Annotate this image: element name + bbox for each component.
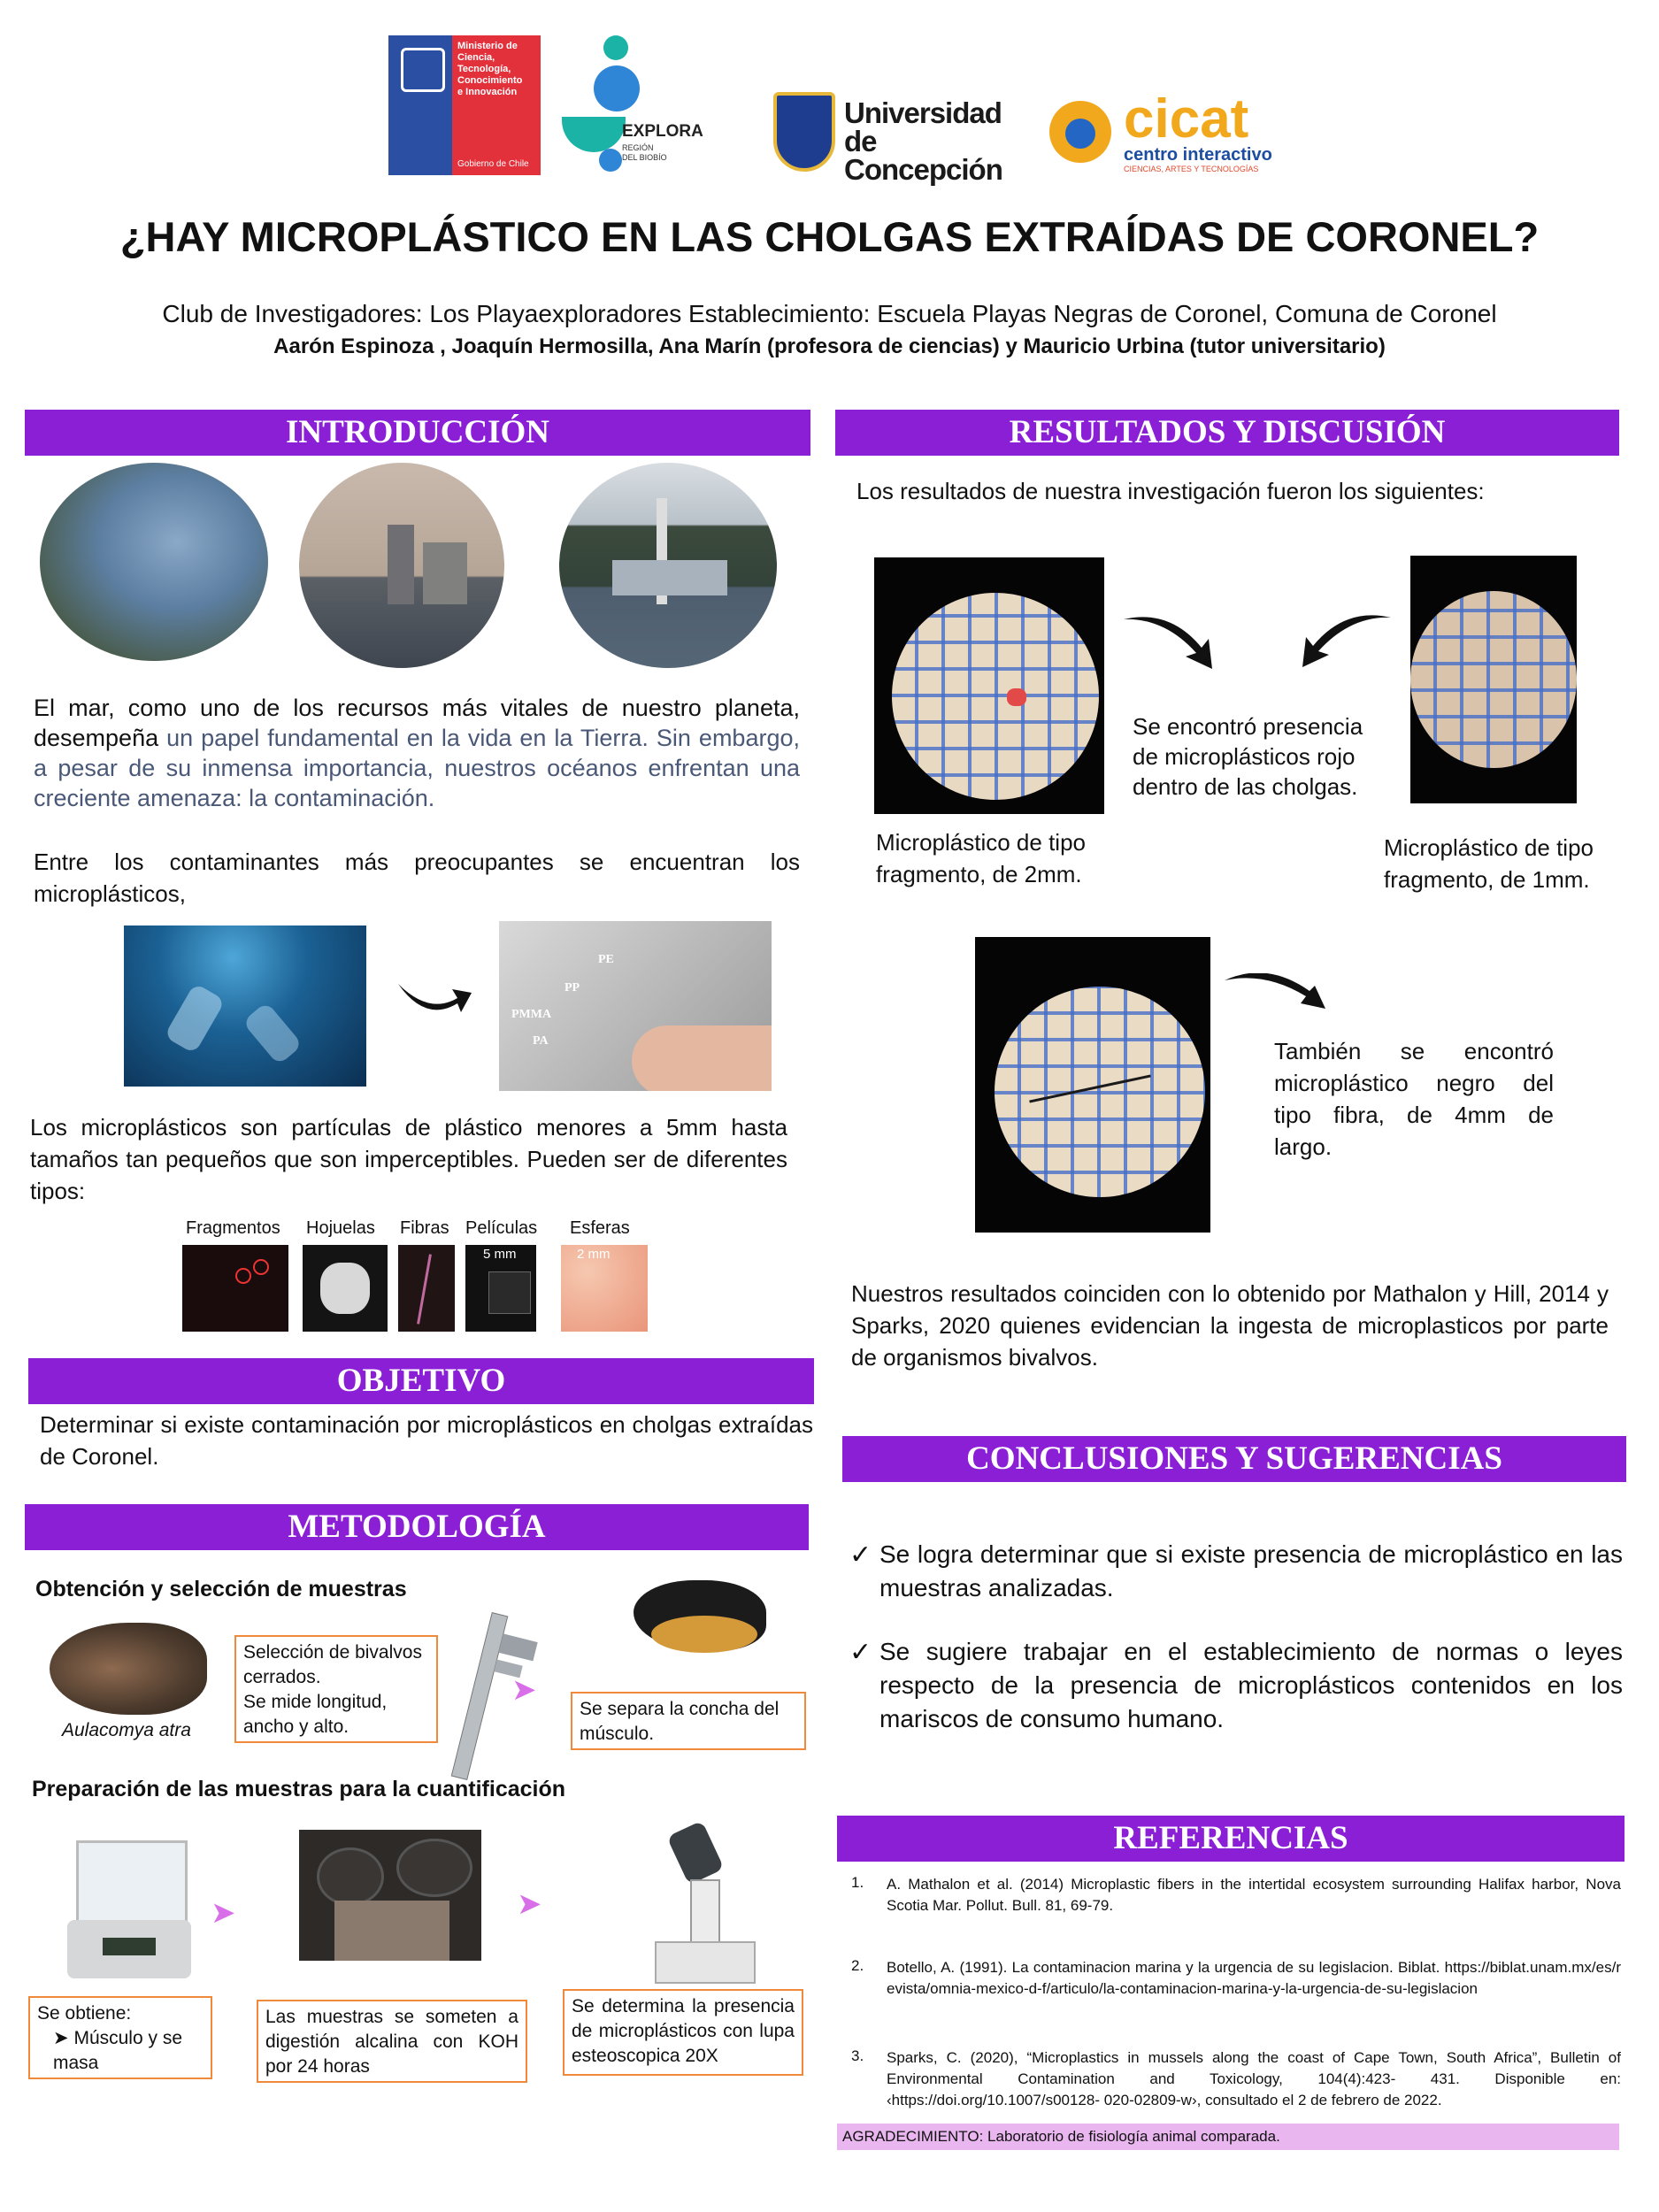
resultados-intro: Los resultados de nuestra investigación fueron los siguientes: (856, 478, 1485, 504)
objetivo-text: Determinar si existe contaminación por microplásticos en cholgas extraídas de Coronel. (40, 1411, 813, 1470)
conclusion-item-1: Se logra determinar que si existe presencia de microplástico en las muestras analizadas. (879, 1540, 1623, 1601)
arrow-right-icon: ➤ (211, 1896, 236, 1930)
industry-photo (299, 463, 504, 668)
intro-paragraph-2: Entre los contaminantes más preocupantes se encuentran los microplásticos, (34, 849, 800, 907)
microplastic-types-figure: Fragmentos Hojuelas Fibras Películas Esferas 5 mm 5 mm 2 mm (180, 1218, 649, 1333)
harbor-photo (40, 463, 268, 661)
method-box-4: Las muestras se someten a digestión alcalina con KOH por 24 horas (257, 2000, 527, 2083)
mussel-photo (50, 1623, 207, 1715)
ocean-bottles-photo (124, 926, 366, 1087)
balance-photo (67, 1832, 191, 1982)
method-box-5: Se determina la presencia de microplásticos con lupa esteoscopica 20X (563, 1989, 803, 2076)
microplastic-finger-photo: PE PP PMMA PA (499, 921, 772, 1091)
microscope-image-1 (874, 557, 1104, 814)
microscope-image-3 (975, 937, 1210, 1233)
resultados-discussion: Nuestros resultados coinciden con lo obtenido por Mathalon y Hill, 2014 y Sparks, 2020 quienes evidencian la ingesta de microplasticos por parte de organismos bivalvos. (851, 1280, 1609, 1371)
resultados-center-text: Se encontró presencia de microplásticos rojo dentro de las cholgas. (1133, 713, 1363, 800)
species-label: Aulacomya atra (62, 1720, 191, 1740)
reference-item-1: A. Mathalon et al. (2014) Microplastic fibers in the intertidal ecosystem surrounding Halifax harbor, Nova Scotia Mar. Pollut. Bull. 81, 69-79. (887, 1876, 1621, 1914)
agradecimiento-bar: AGRADECIMIENTO: Laboratorio de fisiología animal comparada. (837, 2124, 1619, 2150)
conclusiones-header: CONCLUSIONES Y SUGERENCIAS (842, 1436, 1626, 1482)
logo-cicat: cicat centro interactivo CIENCIAS, ARTES Y TECNOLOGÍAS (1049, 96, 1279, 175)
curved-arrow-icon (1221, 973, 1327, 1018)
arrow-right-icon: ➤ (517, 1887, 542, 1921)
reference-item-3: Sparks, C. (2020), “Microplastics in mussels along the coast of Cape Town, South Africa”, Bulletin of Environmental Contamination and Toxicology, 104(4):423- 431. Disponible en: ‹https://doi.org/10.1007/s00128- 020-02809-w›, consultado el 2 de febrero de 2022. (887, 2049, 1621, 2108)
curved-arrow-icon (1120, 611, 1217, 672)
curved-arrow-icon (1297, 609, 1394, 671)
metodologia-sub2: Preparación de las muestras para la cuantificación (32, 1777, 566, 1801)
logo-explora: EXPLORA REGIÓN DEL BIOBÍO (562, 35, 721, 177)
referencias-header: REFERENCIAS (837, 1816, 1624, 1862)
arrow-right-icon: ➤ (511, 1673, 537, 1707)
powerplant-photo (559, 463, 777, 668)
intro-paragraph-1: El mar, como uno de los recursos más vitales de nuestro planeta, desempeña un papel fundamental en la vida en la Tierra. Sin embargo, a pesar de su inmensa importancia, nuestros océanos enfrentan una creciente amenaza: la contaminación. (34, 695, 800, 811)
resultados-header: RESULTADOS Y DISCUSIÓN (835, 410, 1619, 456)
metodologia-sub1: Obtención y selección de muestras (35, 1577, 407, 1601)
caption-fragment-2mm: Microplástico de tipo fragmento, de 2mm. (876, 829, 1086, 887)
intro-paragraph-3: Los microplásticos son partículas de plástico menores a 5mm hasta tamaños tan pequeños que son imperceptibles. Pueden ser de diferentes tipos: (30, 1114, 787, 1204)
logo-ministerio: Ministerio de Ciencia, Tecnología, Conocimiento e Innovación Gobierno de Chile (388, 35, 541, 175)
crest-icon (773, 92, 835, 172)
reference-number: 3. (851, 2047, 864, 2064)
check-icon: ✓ (849, 1638, 872, 1667)
reference-number: 2. (851, 1957, 864, 1974)
caption-fiber-4mm: También se encontró microplástico negro del tipo fibra, de 4mm de largo. (1274, 1038, 1554, 1160)
poster-subtitle: Club de Investigadores: Los Playaexploradores Establecimiento: Escuela Playas Negras de Coronel, Comuna de Coronel (162, 300, 1497, 327)
conclusion-item-2: Se sugiere trabajar en el establecimiento de normas o leyes respecto de la presencia de microplásticos contenidos en los mariscos de consumo humano. (879, 1638, 1623, 1732)
shield-icon (401, 48, 445, 92)
method-box-2: Se separa la concha del músculo. (571, 1692, 806, 1750)
open-mussel-photo (625, 1571, 768, 1669)
caliper-icon (447, 1603, 553, 1789)
poster-title: ¿HAY MICROPLÁSTICO EN LAS CHOLGAS EXTRAÍDAS DE CORONEL? (119, 213, 1540, 260)
curved-arrow-icon (394, 966, 473, 1019)
samples-jars-photo (299, 1830, 481, 1961)
arrow-bullet-icon: ➤ (53, 2028, 69, 2048)
reference-item-2: Botello, A. (1991). La contaminacion marina y la urgencia de su legislacion. Biblat. https://biblat.unam.mx/es/revista/omnia-mexico-d-f/articulo/la-contaminacion-marina-y-la-urgencia-de-su-legislacion (887, 1959, 1621, 1997)
reference-number: 1. (851, 1874, 864, 1891)
method-box-1: Selección de bivalvos cerrados. Se mide longitud, ancho y alto. (234, 1635, 438, 1743)
caption-fragment-1mm: Microplástico de tipo fragmento, de 1mm. (1384, 834, 1594, 893)
method-box-3: Se obtiene: ➤ Músculo y se masa (28, 1996, 212, 2079)
check-icon: ✓ (849, 1540, 872, 1570)
poster-authors: Aarón Espinoza , Joaquín Hermosilla, Ana Marín (profesora de ciencias) y Mauricio Urbina (tutor universitario) (273, 334, 1386, 358)
intro-header: INTRODUCCIÓN (25, 410, 810, 456)
microscope-image-2 (1410, 556, 1577, 803)
stereo-microscope-photo (637, 1817, 761, 1985)
objetivo-header: OBJETIVO (28, 1358, 814, 1404)
logo-udec: Universidad de Concepción (773, 87, 1003, 175)
metodologia-header: METODOLOGÍA (25, 1504, 809, 1550)
